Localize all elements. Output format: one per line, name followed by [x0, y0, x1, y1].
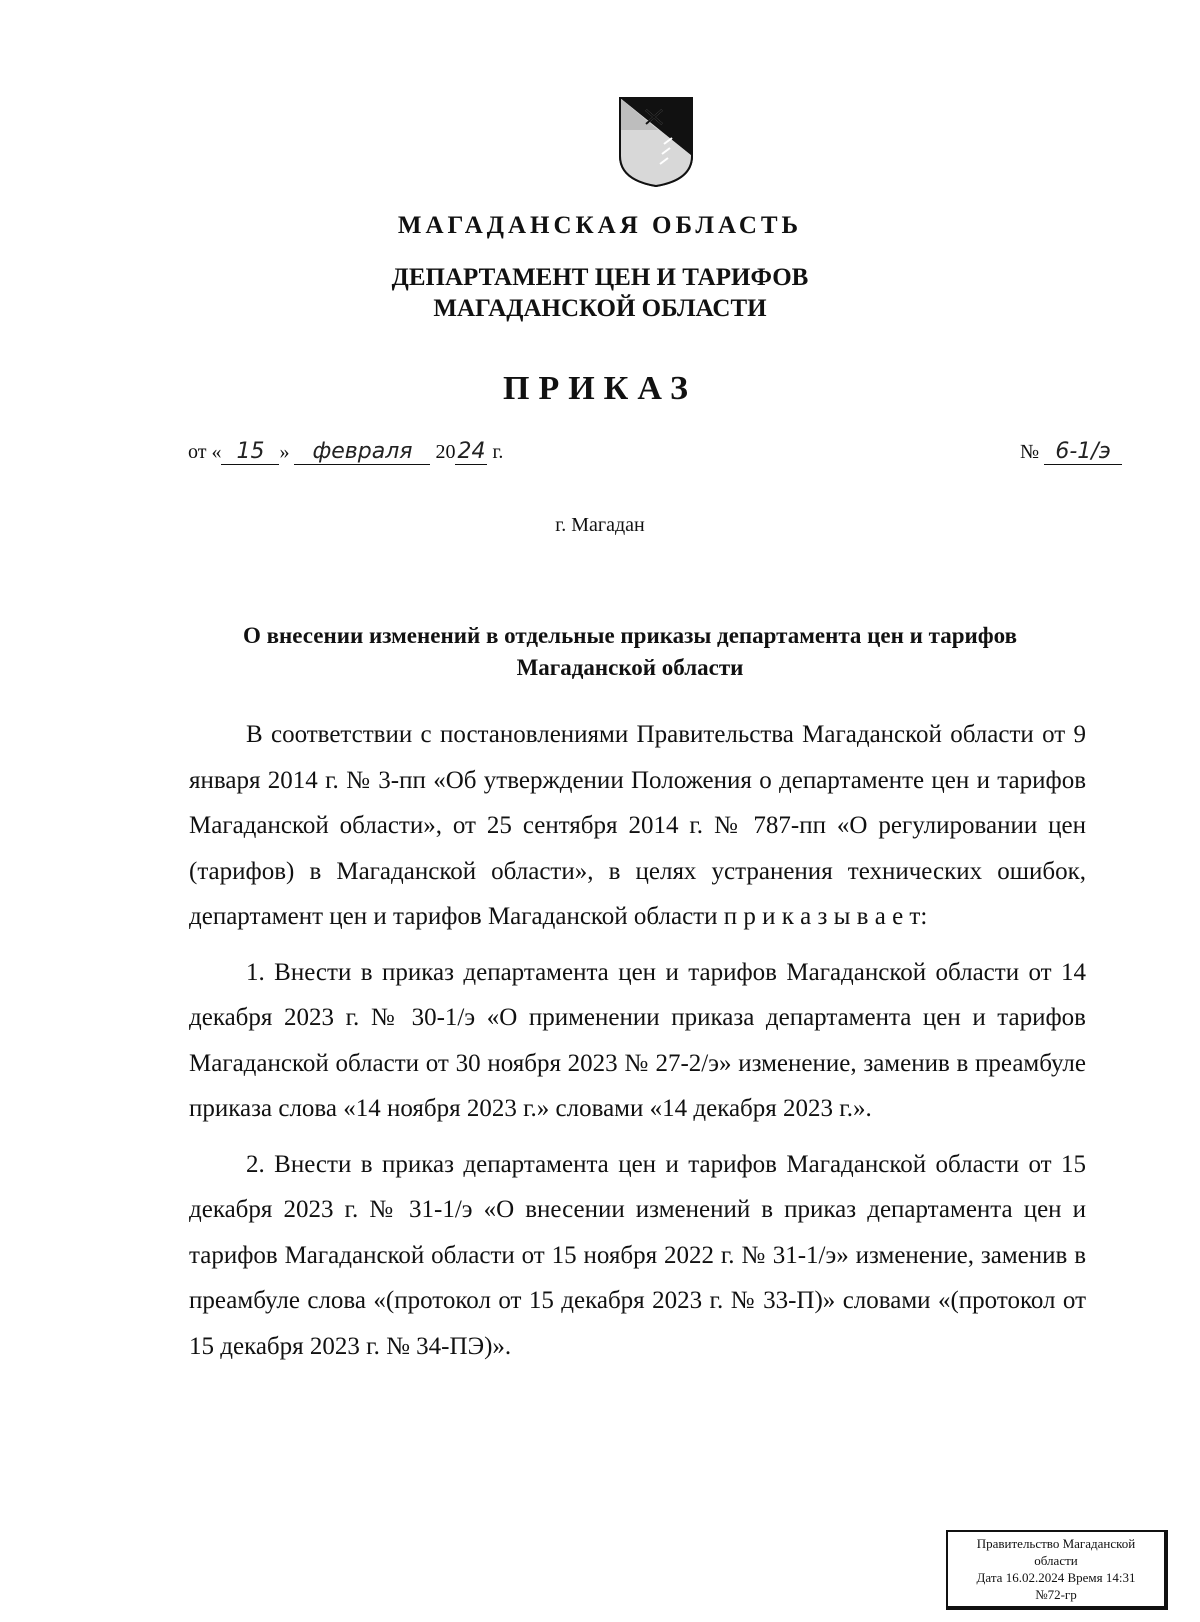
date-close-quote: »	[279, 441, 290, 463]
stamp-line-4: №72-гр	[1035, 1587, 1077, 1602]
date-day: 15	[221, 440, 279, 465]
department-title	[0, 262, 1200, 324]
coat-of-arms-emblem	[618, 96, 694, 188]
registration-stamp	[946, 1530, 1168, 1610]
city-line: г. Магадан	[555, 514, 645, 536]
order-number	[1020, 440, 1122, 465]
number-value: 6-1/э	[1044, 440, 1122, 465]
order-subject: О внесении изменений в отдельные приказы департамента цен и тарифов Магаданской области	[242, 623, 1018, 680]
number-label: №	[1020, 441, 1040, 463]
date-month: февраля	[294, 440, 430, 465]
order-body	[189, 712, 1086, 1369]
paragraph-preamble: В соответствии с постановлениями Правительства Магаданской области от 9 января 2014 г. № 3-пп «Об утверждении Положения о департаменте цен и тарифов Магаданской области», от 25 сентября 2014 г. № 787-пп «О регулировании цен (тарифов) в Магаданской области», в целях устранения технических ошибок, департамент цен и тарифов Магаданской области п р и к а з ы в а е т:	[189, 721, 1086, 930]
date-year-unit: г.	[492, 441, 504, 463]
stamp-line-3: Дата 16.02.2024 Время 14:31	[976, 1570, 1136, 1585]
date-year-suffix: 24	[457, 439, 486, 464]
paragraph-item-2: 2. Внести в приказ департамента цен и тарифов Магаданской области от 15 декабря 2023 г. № 31-1/э «О внесении изменений в приказ департамента цен и тарифов Магаданской области от 15 ноября 2022 г. № 31-1/э» изменение, заменив в преамбуле слова «(протокол от 15 декабря 2023 г. № 33-П)» словами «(протокол от 15 декабря 2023 г. № 34-ПЭ)».	[189, 1150, 1086, 1360]
department-title-line1: ДЕПАРТАМЕНТ ЦЕН И ТАРИФОВ	[391, 264, 809, 291]
paragraph-item-1: 1. Внести в приказ департамента цен и тарифов Магаданской области от 14 декабря 2023 г. № 30-1/э «О применении приказа департамента цен и тарифов Магаданской области от 30 ноября 2023 № 27-2/э» изменение, заменив в преамбуле приказа слова «14 ноября 2023 г.» словами «14 декабря 2023 г.».	[189, 958, 1086, 1122]
date-year-prefix: 20	[435, 441, 456, 463]
document-type-title: ПРИКАЗ	[503, 370, 697, 407]
order-date	[188, 440, 503, 465]
department-title-line2: МАГАДАНСКОЙ ОБЛАСТИ	[433, 295, 767, 322]
stamp-line-1: Правительство Магаданской	[976, 1536, 1136, 1551]
stamp-line-2: области	[1034, 1553, 1078, 1568]
region-title: МАГАДАНСКАЯ ОБЛАСТЬ	[397, 212, 803, 239]
date-prefix: от «	[188, 441, 222, 463]
